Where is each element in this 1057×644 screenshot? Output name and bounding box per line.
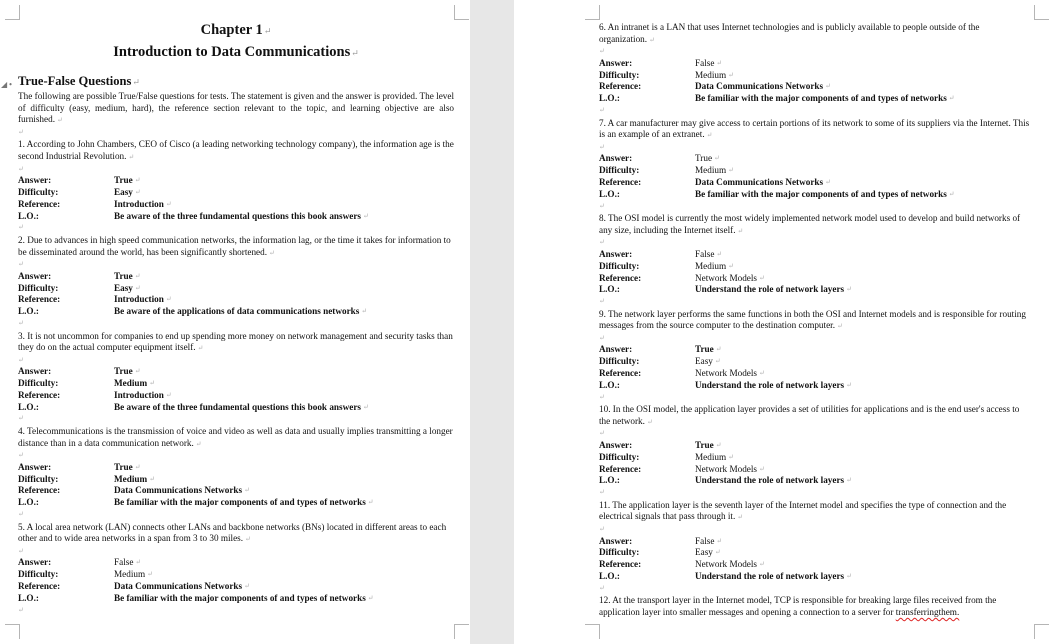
answer-value: True	[114, 461, 133, 472]
difficulty-value: Medium	[695, 69, 727, 80]
empty-paragraph: ↵	[599, 525, 605, 533]
empty-paragraph: ↵	[599, 429, 605, 438]
lo-value: Understand the role of network layers	[695, 284, 845, 295]
reference-value: Data Communications Networks	[695, 176, 824, 187]
lo-label: L.O.:	[18, 306, 39, 317]
answer-value: False	[114, 557, 134, 568]
empty-paragraph: ↵	[18, 355, 24, 364]
lo-label: L.O.:	[18, 401, 39, 412]
empty-paragraph: ↵	[18, 318, 24, 327]
lo-label: L.O.:	[18, 592, 39, 603]
question-12-text: 12. At the transport layer in the Internet model, TCP is responsible for breaking large files received from the application layer into smaller messages and opening a connection to a server for transferringthem.	[599, 595, 997, 617]
intro-paragraph: The following are possible True/False questions for tests. The statement is given and the answer is provided. The level of difficulty (easy, medium, hard), the reference section relevant to the topic, and learning objective are also furnished. ↵	[18, 91, 454, 125]
difficulty-value: Medium	[114, 569, 146, 580]
question-11-meta: Answer: False ↵ Difficulty: Easy ↵ Reference: Network Models ↵ L.O.: Understand the role of network layers ↵	[599, 535, 852, 581]
difficulty-label: Difficulty:	[599, 260, 640, 271]
question-6-meta: Answer: False ↵ Difficulty: Medium ↵ Reference: Data Communications Networks ↵ L.O.: Be familiar with the major components of and types of networks ↵	[599, 57, 955, 104]
line-break-mark: ↵	[132, 77, 140, 87]
page-corner-mark	[585, 5, 600, 20]
difficulty-value: Easy	[695, 356, 713, 367]
reference-value: Network Models	[695, 559, 758, 570]
reference-value: Network Models	[695, 368, 758, 379]
lo-label: L.O.:	[599, 188, 620, 199]
difficulty-label: Difficulty:	[18, 186, 59, 197]
reference-label: Reference:	[18, 581, 61, 591]
empty-paragraph: ↵	[599, 488, 605, 497]
difficulty-value: Easy	[114, 186, 133, 197]
lo-label: L.O.:	[599, 93, 620, 104]
question-2-meta: Answer: True ↵ Difficulty: Easy ↵ Reference: Introduction ↵ L.O.: Be aware of the applications of data communications networks ↵	[18, 270, 368, 317]
difficulty-label: Difficulty:	[18, 378, 59, 389]
reference-label: Reference:	[599, 176, 642, 187]
question-9-meta: Answer: True ↵ Difficulty: Easy ↵ Reference: Network Models ↵ L.O.: Understand the role of network layers ↵	[599, 344, 852, 390]
answer-value: True	[695, 344, 714, 355]
reference-value: Network Models	[695, 272, 758, 283]
lo-value: Be familiar with the major components of and types of networks	[114, 592, 366, 603]
empty-paragraph: ↵	[18, 451, 24, 460]
empty-paragraph: ↵	[18, 260, 24, 269]
lo-label: L.O.:	[599, 284, 620, 295]
reference-value: Data Communications Networks	[695, 81, 824, 92]
lo-label: L.O.:	[18, 497, 39, 508]
empty-paragraph: ↵	[599, 142, 605, 151]
reference-label: Reference:	[18, 389, 61, 400]
lo-label: L.O.:	[599, 475, 620, 486]
difficulty-label: Difficulty:	[18, 473, 59, 484]
answer-value: True	[695, 153, 713, 164]
answer-label: Answer:	[18, 557, 52, 568]
answer-label: Answer:	[18, 366, 52, 377]
line-break-mark: ↵	[351, 48, 359, 58]
answer-label: Answer:	[18, 175, 52, 186]
lo-value: Be aware of the three fundamental questions this book answers	[114, 401, 361, 412]
reference-label: Reference:	[599, 81, 642, 92]
question-6-text: 6. An intranet is a LAN that uses Internet technologies and is publicly available to people outside of the organization. ↵	[599, 22, 980, 44]
lo-value: Be familiar with the major components of and types of networks	[695, 93, 947, 104]
question-7-text: 7. A car manufacturer may give access to certain portions of its network to some of its suppliers via the Internet. This is an example of an extranet. ↵	[599, 117, 1030, 140]
reference-label: Reference:	[599, 272, 642, 283]
reference-value: Data Communications Networks	[114, 581, 243, 591]
question-1-text: 1. According to John Chambers, CEO of Cisco (a leading networking technology company), the information age is the second Industrial Revolution. ↵	[18, 139, 454, 161]
question-5-meta: Answer: False ↵ Difficulty: Medium ↵ Reference: Data Communications Networks ↵ L.O.: Be familiar with the major components of and types of networks ↵	[18, 557, 374, 603]
chapter-title: Chapter 1↵	[200, 22, 272, 38]
answer-value: False	[695, 57, 715, 68]
answer-value: True	[114, 175, 133, 186]
difficulty-value: Medium	[695, 260, 727, 271]
page-corner-mark	[1034, 5, 1049, 20]
lo-label: L.O.:	[599, 570, 620, 581]
question-8-meta: Answer: False ↵ Difficulty: Medium ↵ Reference: Network Models ↵ L.O.: Understand the role of network layers ↵	[599, 248, 852, 295]
difficulty-value: Medium	[695, 165, 727, 176]
answer-label: Answer:	[599, 344, 633, 355]
empty-paragraph: ↵	[599, 333, 605, 342]
lo-value: Understand the role of network layers	[695, 475, 845, 486]
empty-paragraph: ↵	[599, 105, 605, 114]
reference-value: Introduction	[114, 389, 164, 400]
answer-label: Answer:	[599, 440, 633, 451]
empty-paragraph: ↵	[18, 414, 24, 423]
answer-label: Answer:	[599, 57, 633, 68]
answer-value: True	[695, 440, 714, 451]
difficulty-value: Medium	[114, 378, 148, 389]
answer-value: False	[695, 535, 715, 546]
line-break-mark: ↵	[263, 26, 272, 36]
answer-label: Answer:	[18, 270, 52, 281]
document-page-left	[0, 0, 470, 644]
lo-value: Be aware of the applications of data communications networks	[114, 306, 360, 317]
question-3-text: 3. It is not uncommon for companies to end up spending more money on network management and security tasks than they do on the actual computer equipment itself. ↵	[18, 330, 453, 353]
page-corner-mark	[454, 624, 469, 639]
document-page-right	[514, 0, 1057, 644]
page-corner-mark	[5, 624, 20, 639]
answer-label: Answer:	[599, 153, 633, 164]
empty-paragraph: ↵	[18, 223, 24, 232]
empty-paragraph: ↵	[599, 201, 605, 210]
difficulty-value: Easy	[114, 282, 133, 293]
empty-paragraph: ↵	[599, 47, 605, 56]
question-8-text: 8. The OSI model is currently the most widely implemented network model used to develop and build networks of any size, including the Internet itself. ↵	[599, 213, 1021, 235]
answer-value: True	[114, 366, 133, 377]
answer-value: True	[114, 270, 133, 281]
difficulty-label: Difficulty:	[18, 282, 59, 293]
empty-paragraph: ↵	[18, 510, 24, 519]
reference-label: Reference:	[18, 198, 61, 209]
difficulty-label: Difficulty:	[599, 165, 640, 176]
lo-label: L.O.:	[18, 210, 39, 221]
lo-label: L.O.:	[599, 379, 620, 390]
empty-paragraph: ↵	[18, 127, 24, 136]
answer-value: False	[695, 248, 715, 259]
empty-paragraph: ↵	[599, 238, 605, 247]
difficulty-label: Difficulty:	[18, 569, 59, 580]
answer-label: Answer:	[599, 535, 633, 546]
empty-paragraph: ↵	[599, 297, 605, 306]
question-5-text: 5. A local area network (LAN) connects other LANs and backbone networks (BNs) located in different areas to each other and to wide area networks in a span from 3 to 30 miles. ↵	[18, 521, 447, 544]
lo-value: Be aware of the three fundamental questions this book answers	[114, 210, 361, 221]
page-corner-mark	[1034, 624, 1049, 639]
difficulty-label: Difficulty:	[599, 356, 640, 367]
empty-paragraph: ↵	[599, 583, 605, 592]
question-2-text: 2. Due to advances in high speed communication networks, the information lag, or the time it takes for information to be disseminated around the world, has been significantly shortened. ↵	[18, 234, 451, 257]
difficulty-label: Difficulty:	[599, 451, 640, 462]
lo-value: Understand the role of network layers	[695, 570, 845, 581]
reference-label: Reference:	[18, 294, 61, 305]
difficulty-value: Medium	[695, 451, 727, 462]
spelling-error-word[interactable]: transferringthem.	[895, 606, 960, 617]
chapter-subtitle: Introduction to Data Communications↵	[113, 44, 359, 60]
empty-paragraph: ↵	[18, 605, 24, 614]
question-10-text: 10. In the OSI model, the application layer provides a set of utilities for applications and is the end user's access to the network. ↵	[599, 404, 1020, 426]
lo-value: Be familiar with the major components of and types of networks	[114, 497, 366, 508]
collapse-heading-icon[interactable]: ◢ •	[1, 80, 12, 89]
lo-value: Be familiar with the major components of and types of networks	[695, 188, 947, 199]
section-heading[interactable]: ◢ • True-False Questions↵	[18, 74, 454, 90]
answer-label: Answer:	[18, 461, 52, 472]
question-9-text: 9. The network layer performs the same functions in both the OSI and Internet models and is responsible for routing messages from the source computer to the destination computer. ↵	[599, 308, 1026, 331]
question-4-meta: Answer: True ↵ Difficulty: Medium ↵ Reference: Data Communications Networks ↵ L.O.: Be familiar with the major components of and types of networks ↵	[18, 461, 374, 508]
question-3-meta: Answer: True ↵ Difficulty: Medium ↵ Reference: Introduction ↵ L.O.: Be aware of the three fundamental questions this book answers ↵	[18, 366, 369, 412]
empty-paragraph: ↵	[18, 164, 24, 173]
page-corner-mark	[585, 624, 600, 639]
reference-label: Reference:	[599, 463, 642, 474]
question-10-meta: Answer: True ↵ Difficulty: Medium ↵ Reference: Network Models ↵ L.O.: Understand the role of network layers ↵	[599, 440, 852, 486]
lo-value: Understand the role of network layers	[695, 379, 845, 390]
difficulty-label: Difficulty:	[599, 547, 640, 558]
empty-paragraph: ↵	[18, 546, 24, 555]
difficulty-value: Medium	[114, 473, 148, 484]
question-11-text: 11. The application layer is the seventh layer of the Internet model and specifies the type of connection and the electrical signals that pass through it. ↵	[599, 499, 1007, 522]
difficulty-label: Difficulty:	[599, 69, 640, 80]
reference-value: Introduction	[114, 198, 164, 209]
reference-value: Network Models	[695, 463, 758, 474]
question-7-meta: Answer: True ↵ Difficulty: Medium ↵ Reference: Data Communications Networks ↵ L.O.: Be familiar with the major components of and types of networks ↵	[599, 153, 955, 199]
question-1-meta: Answer: True ↵ Difficulty: Easy ↵ Reference: Introduction ↵ L.O.: Be aware of the three fundamental questions this book answers ↵	[18, 175, 369, 221]
difficulty-value: Easy	[695, 547, 713, 558]
question-4-text: 4. Telecommunications is the transmission of voice and video as well as data and usually implies transmitting a longer distance than in a data communication network. ↵	[18, 426, 453, 448]
page-content-right[interactable]	[599, 21, 1031, 619]
page-corner-mark	[454, 5, 469, 20]
page-content-left[interactable]	[1, 18, 454, 616]
answer-label: Answer:	[599, 248, 633, 259]
empty-paragraph: ↵	[599, 392, 605, 401]
reference-label: Reference:	[599, 559, 642, 570]
reference-value: Data Communications Networks	[114, 485, 243, 496]
reference-value: Introduction	[114, 294, 164, 305]
reference-label: Reference:	[18, 485, 61, 496]
reference-label: Reference:	[599, 368, 642, 379]
